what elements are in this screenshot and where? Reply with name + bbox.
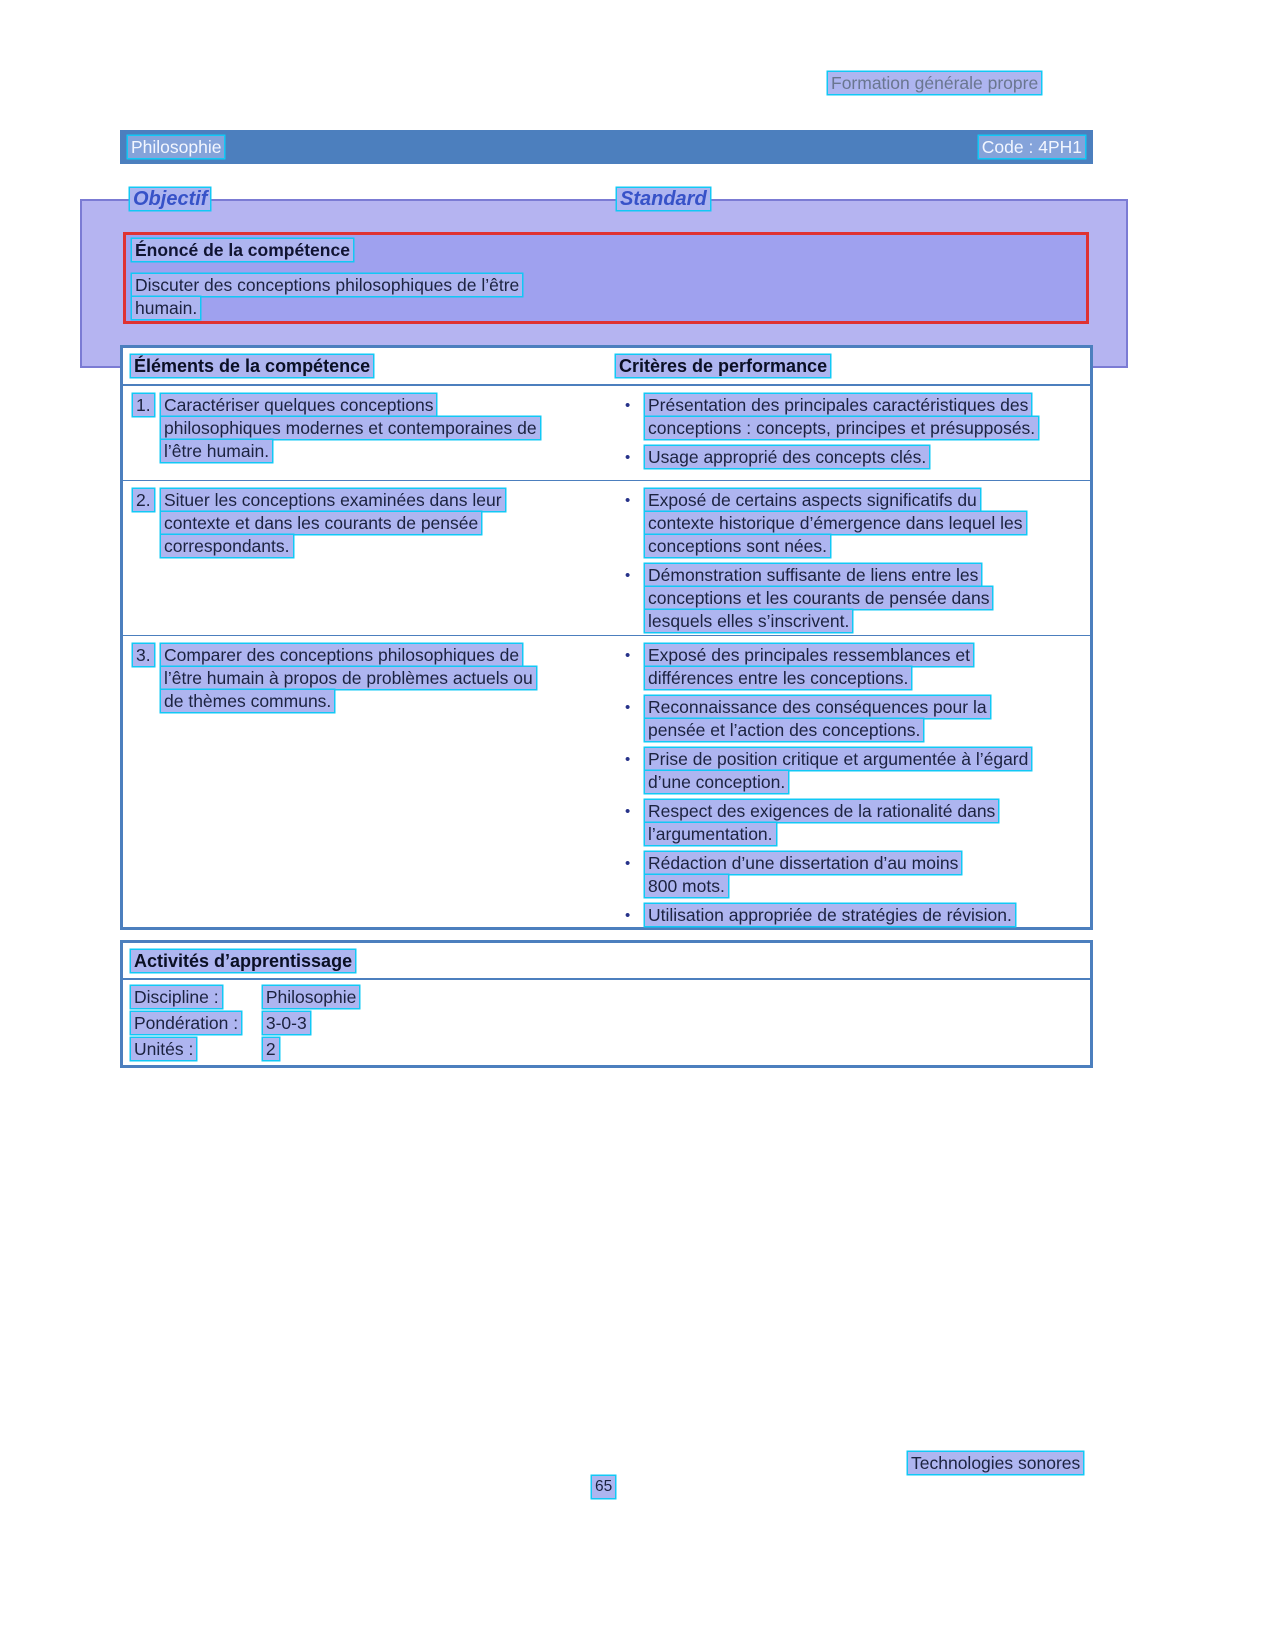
criteria-line: l’argumentation. (645, 823, 998, 846)
element-line: l’être humain à propos de problèmes actuels ou (161, 667, 536, 690)
subject-label: Philosophie (128, 136, 224, 158)
objective-standard-panel (80, 188, 1128, 368)
elements-header: Éléments de la compétence (131, 355, 373, 377)
competence-statement-box (123, 232, 1089, 324)
criteria-line: contexte historique d’émergence dans lequel les (645, 512, 1026, 535)
element-cell-1 (123, 386, 613, 480)
field-label: Discipline : (131, 986, 258, 1008)
statement-line: Discuter des conceptions philosophiques de l’être (132, 274, 1080, 297)
activities-title-row (123, 943, 1090, 980)
criteria-item (619, 394, 1084, 440)
element-cell-2 (123, 481, 613, 635)
element-line: correspondants. (161, 535, 505, 558)
bullet-icon: • (625, 751, 631, 768)
page-number: 65 (592, 1476, 615, 1498)
bullet-icon: • (625, 803, 631, 820)
bullet-icon: • (625, 492, 631, 509)
field-value: Philosophie (263, 986, 359, 1008)
criteria-cell-2 (613, 481, 1090, 635)
field-label: Unités : (131, 1038, 258, 1060)
criteria-item (619, 644, 1084, 690)
footer-label: Technologies sonores (908, 1452, 1083, 1474)
course-code-label: Code : 4PH1 (979, 136, 1085, 158)
criteria-line: Démonstration suffisante de liens entre les (645, 564, 992, 587)
criteria-cell-3 (613, 636, 1090, 927)
criteria-line: Présentation des principales caractéristiques des (645, 394, 1038, 417)
field-discipline (131, 986, 1090, 1012)
criteria-line: Prise de position critique et argumentée à l’égard (645, 748, 1031, 771)
criteria-item (619, 800, 1084, 846)
criteria-line: Exposé des principales ressemblances et (645, 644, 973, 667)
field-ponderation (131, 1012, 1090, 1038)
element-number: 3. (133, 644, 161, 713)
table-header-row (123, 348, 1090, 386)
criteria-line: conceptions et les courants de pensée dans (645, 587, 992, 610)
statement-title: Énoncé de la compétence (132, 239, 1080, 262)
criteria-cell-1 (613, 386, 1090, 480)
criteria-line: Usage approprié des concepts clés. (645, 446, 929, 469)
criteria-line: Reconnaissance des conséquences pour la (645, 696, 990, 719)
bullet-icon: • (625, 397, 631, 414)
element-number: 1. (133, 394, 161, 463)
criteria-item (619, 489, 1084, 558)
element-line: Caractériser quelques conceptions (161, 394, 540, 417)
criteria-line: d’une conception. (645, 771, 1031, 794)
field-value: 3-0-3 (263, 1012, 310, 1034)
criteria-line: 800 mots. (645, 875, 961, 898)
bullet-icon: • (625, 567, 631, 584)
field-unites (131, 1038, 1090, 1064)
bullet-icon: • (625, 647, 631, 664)
element-line: de thèmes communs. (161, 690, 536, 713)
criteria-item (619, 748, 1084, 794)
formation-label (828, 72, 1041, 94)
activities-fields (123, 980, 1090, 1064)
criteria-item (619, 564, 1084, 633)
formation-label-text: Formation générale propre (828, 72, 1041, 94)
bullet-icon: • (625, 907, 631, 924)
criteria-item (619, 446, 1084, 469)
criteria-line: Utilisation appropriée de stratégies de révision. (645, 904, 1015, 927)
criteria-line: pensée et l’action des conceptions. (645, 719, 990, 742)
bullet-icon: • (625, 449, 631, 466)
criteria-line: conceptions sont nées. (645, 535, 1026, 558)
criteria-item (619, 852, 1084, 898)
criteria-line: lesquels elles s’inscrivent. (645, 610, 992, 633)
criteria-line: Exposé de certains aspects significatifs du (645, 489, 1026, 512)
criteria-line: Rédaction d’une dissertation d’au moins (645, 852, 961, 875)
element-line: philosophiques modernes et contemporaines de (161, 417, 540, 440)
criteria-item (619, 696, 1084, 742)
standard-heading: Standard (617, 188, 710, 211)
field-label: Pondération : (131, 1012, 258, 1034)
title-bar (120, 130, 1093, 164)
element-line: l’être humain. (161, 440, 540, 463)
criteria-line: conceptions : concepts, principes et présupposés. (645, 417, 1038, 440)
bullet-icon: • (625, 699, 631, 716)
activities-box (120, 940, 1093, 1068)
table-row-2 (123, 481, 1090, 636)
criteria-line: différences entre les conceptions. (645, 667, 973, 690)
field-value: 2 (263, 1038, 279, 1060)
element-line: contexte et dans les courants de pensée (161, 512, 505, 535)
statement-line: humain. (132, 297, 1080, 320)
element-cell-3 (123, 636, 613, 927)
table-row-1 (123, 386, 1090, 481)
criteria-item (619, 904, 1084, 927)
table-row-3 (123, 636, 1090, 927)
element-number: 2. (133, 489, 161, 558)
criteria-line: Respect des exigences de la rationalité dans (645, 800, 998, 823)
objective-heading: Objectif (130, 188, 210, 211)
element-line: Comparer des conceptions philosophiques de (161, 644, 536, 667)
bullet-icon: • (625, 855, 631, 872)
activities-title: Activités d’apprentissage (131, 950, 355, 972)
element-line: Situer les conceptions examinées dans leur (161, 489, 505, 512)
competence-table (120, 345, 1093, 930)
criteria-header: Critères de performance (616, 355, 830, 377)
